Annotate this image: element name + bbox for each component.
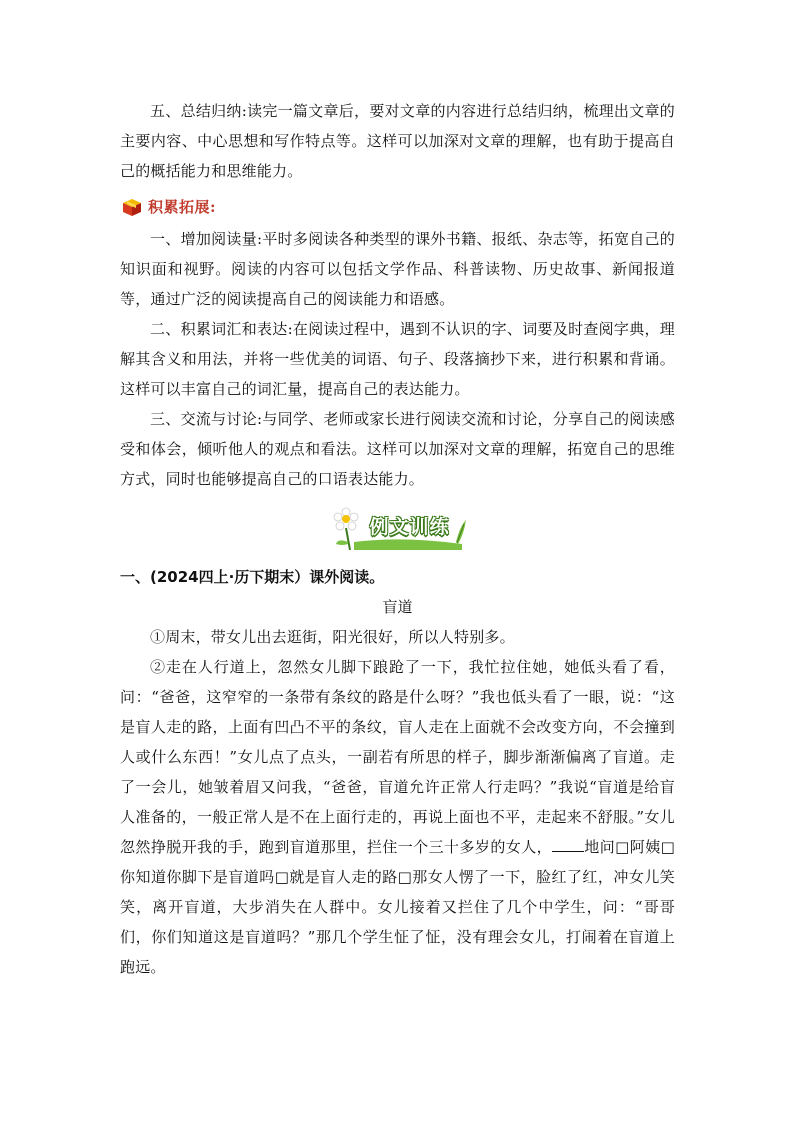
passage-paragraph-2 [120, 652, 675, 982]
extension-item-1 [120, 224, 675, 314]
content-column [120, 96, 675, 982]
extension-item-1-body: 平时多阅读各种类型的课外书籍、报纸、杂志等，拓宽自己的知识面和视野。阅读的内容可以包括文学作品、科普读物、历史故事、新闻报道等，通过广泛的阅读提高自己的阅读能力和语感。 [120, 230, 676, 308]
leaf-icon [456, 520, 466, 544]
passage-paragraph-2-part-b: 地问□阿姨□你知道你脚下是盲道吗□就是盲人走的路□那女人愣了一下，脸红了红，冲女儿笑笑，离开盲道，大步消失在人群中。女儿接着又拦住了几个中学生，问：“哥哥们，你们知道这是盲道吗？”那几个学生怔了怔，没有理会女儿，打闹着在盲道上跑远。 [120, 838, 675, 976]
example-banner [120, 506, 675, 552]
passage-title: 盲道 [382, 598, 413, 616]
extension-item-3 [120, 404, 675, 494]
extension-title: 积累拓展: [148, 197, 217, 216]
extension-item-2 [120, 314, 675, 404]
extension-item-2-lead: 二、积累词汇和表达: [150, 320, 293, 338]
extension-heading [120, 192, 675, 220]
banner-title: 例文训练 [369, 516, 450, 538]
fill-in-blank[interactable] [552, 837, 584, 852]
extension-item-1-lead: 一、增加阅读量: [150, 230, 263, 248]
passage-paragraph-1: ①周末，带女儿出去逛街，阳光很好，所以人特别多。 [150, 628, 515, 646]
extension-item-3-body: 与同学、老师或家长进行阅读交流和讨论，分享自己的阅读感受和体会，倾听他人的观点和看法。这样可以加深对文章的理解，拓宽自己的思维方式，同时也能够提高自己的口语表达能力。 [120, 410, 676, 488]
summary-paragraph [120, 96, 675, 186]
summary-body: 读完一篇文章后，要对文章的内容进行总结归纳，梳理出文章的主要内容、中心思想和写作特点等。这样可以加深对文章的理解，也有助于提高自己的概括能力和思维能力。 [120, 102, 675, 180]
passage-paragraph-2-part-a: ②走在人行道上，忽然女儿脚下踉跄了一下，我忙拉住她，她低头看了看，问：“爸爸，这窄窄的一条带有条纹的路是什么呀？”我也低头看了一眼，说：“这是盲人走的路，上面有凹凸不平的条纹，盲人走在上面就不会改变方向，不会撞到人或什么东西！”女儿点了点头，一副若有所思的样子，脚步渐渐偏离了盲道。走了一会儿，她皱着眉又问我，“爸爸，盲道允许正常人行走吗？”我说“盲道是给盲人准备的，一般正常人是不在上面行走的，再说上面也不平，走起来不舒服。”女儿忽然挣脱开我的手，跑到盲道那里，拦住一个三十多岁的女人， [120, 658, 675, 856]
summary-lead: 五、总结归纳: [150, 102, 247, 120]
gift-box-icon [120, 194, 144, 218]
extension-item-2-body: 在阅读过程中，遇到不认识的字、词要及时查阅字典，理解其含义和用法，并将一些优美的词语、句子、段落摘抄下来，进行积累和背诵。这样可以丰富自己的词汇量，提高自己的表达能力。 [120, 320, 675, 398]
extension-item-3-lead: 三、交流与讨论: [150, 410, 263, 428]
exercise-heading: 一、(2024四上·历下期末）课外阅读。 [120, 568, 385, 586]
